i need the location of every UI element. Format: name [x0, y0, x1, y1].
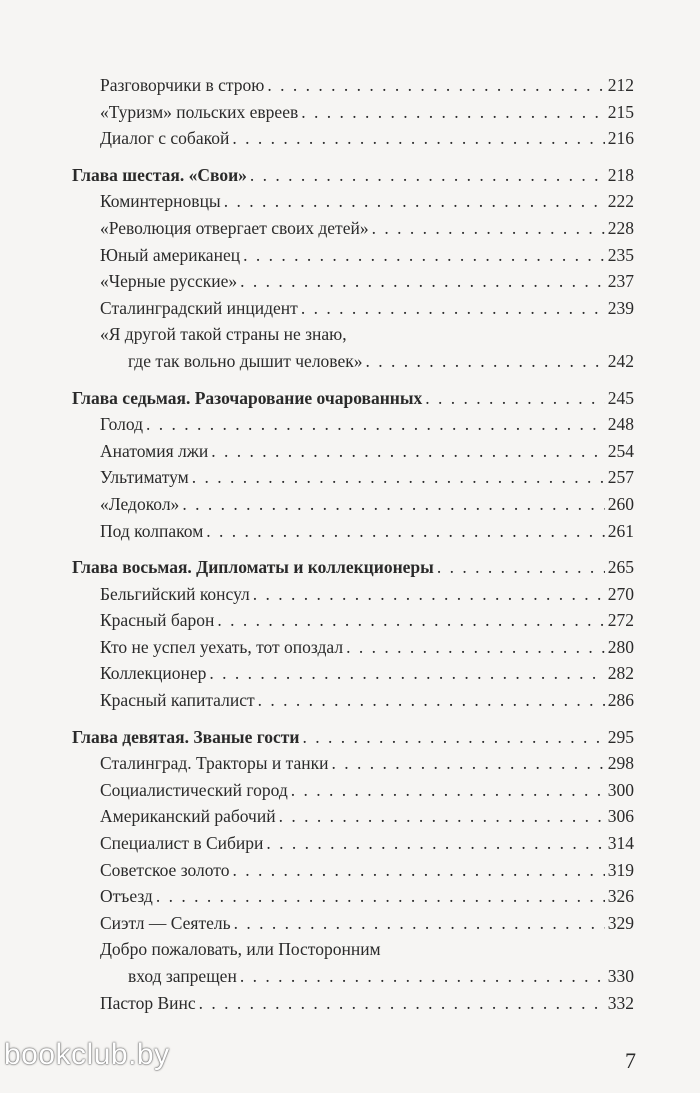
toc-entry-title: Кто не успел уехать, тот опоздал [100, 636, 344, 657]
toc-entry [72, 242, 634, 269]
toc-entry-page: 326 [607, 886, 634, 907]
toc-entry-page: 332 [607, 992, 634, 1013]
toc-entry [72, 777, 634, 804]
toc-entry [72, 464, 634, 491]
toc-entry-title: Советское золото [100, 859, 230, 880]
chapter-page: 245 [607, 387, 634, 408]
toc-entry-title: Анатомия лжи [100, 440, 209, 461]
toc-entry-title: «Туризм» польских евреев [100, 101, 299, 122]
leader-dots [425, 385, 604, 412]
toc-entry [72, 750, 634, 777]
leader-dots [266, 830, 604, 857]
toc-entry [72, 607, 634, 634]
toc-entry-page: 248 [607, 414, 634, 435]
toc-entry-page: 272 [607, 610, 634, 631]
toc-entry [72, 188, 634, 215]
leader-dots [211, 438, 605, 465]
toc-entry-page: 257 [607, 467, 634, 488]
toc-entry [72, 215, 634, 242]
leader-dots [279, 803, 605, 830]
toc-entry-title: «Революция отвергает своих детей» [100, 217, 369, 238]
leader-dots [301, 99, 605, 126]
toc-entry-page: 329 [607, 912, 634, 933]
toc-entry-page: 235 [607, 244, 634, 265]
toc-entry-page: 300 [607, 779, 634, 800]
chapter-page: 265 [607, 557, 634, 578]
toc-entry-page: 216 [607, 128, 634, 149]
toc-entry [72, 910, 634, 937]
leader-dots [240, 963, 605, 990]
toc-entry-title: Красный барон [100, 610, 215, 631]
leader-dots [365, 348, 604, 375]
toc-entry [72, 518, 634, 545]
chapter-title: Глава девятая. Званые гости [72, 726, 300, 747]
toc-entry-title-line2: где так вольно дышит человек» [128, 350, 363, 371]
toc-entry-title: Сталинградский инцидент [100, 297, 298, 318]
table-of-contents [72, 72, 634, 1016]
leader-dots [217, 607, 604, 634]
toc-entry [72, 295, 634, 322]
toc-entry-page: 212 [607, 75, 634, 95]
toc-entry-page: 280 [607, 636, 634, 657]
leader-dots [346, 634, 605, 661]
toc-entry-page: 237 [607, 271, 634, 292]
toc-entry-title: Диалог с собакой [100, 128, 230, 149]
toc-entry [72, 99, 634, 126]
toc-entry-title: Разговорчики в строю [100, 75, 265, 95]
leader-dots [234, 910, 605, 937]
toc-entry-title: Голод [100, 414, 143, 435]
toc-entry-page: 306 [607, 806, 634, 827]
toc-entry-title-line2: вход запрещен [128, 966, 237, 986]
toc-entry-title: Коллекционер [100, 663, 207, 684]
toc-entry-multiline [72, 936, 634, 989]
toc-entry [72, 438, 634, 465]
leader-dots [253, 581, 605, 608]
page-number: 7 [625, 1048, 636, 1073]
toc-entry [72, 660, 634, 687]
toc-entry [72, 803, 634, 830]
toc-entry-title: Американский рабочий [100, 806, 276, 827]
toc-entry-title-line1: «Я другой такой страны не знаю, [100, 324, 347, 345]
leader-dots [232, 125, 604, 152]
toc-entry-title: Под колпаком [100, 520, 204, 541]
toc-entry-page: 261 [607, 520, 634, 541]
toc-entry-title: «Ледокол» [100, 493, 180, 514]
toc-chapter [72, 385, 634, 412]
toc-entry-page: 228 [607, 217, 634, 238]
toc-chapter [72, 162, 634, 189]
leader-dots [243, 242, 605, 269]
toc-entry-title: «Черные русские» [100, 271, 238, 292]
leader-dots [437, 554, 605, 581]
toc-entry-title: Сиэтл — Сеятель [100, 912, 231, 933]
toc-entry [72, 411, 634, 438]
toc-entry-page: 239 [607, 297, 634, 318]
toc-entry-page: 254 [607, 440, 634, 461]
leader-dots [250, 162, 605, 189]
toc-entry-title: Коминтерновцы [100, 191, 221, 212]
toc-entry-title-line1: Добро пожаловать, или Посторонним [100, 939, 381, 960]
chapter-page: 295 [607, 726, 634, 747]
toc-chapter [72, 554, 634, 581]
leader-dots [301, 295, 605, 322]
chapter-title: Глава восьмая. Дипломаты и коллекционеры [72, 557, 434, 578]
toc-entry [72, 72, 634, 99]
toc-entry-page: 270 [607, 583, 634, 604]
toc-entry-multiline [72, 321, 634, 374]
leader-dots [332, 750, 605, 777]
leader-dots [372, 215, 605, 242]
toc-entry-title: Бельгийский консул [100, 583, 250, 604]
toc-entry-page: 286 [607, 690, 634, 711]
toc-entry [72, 883, 634, 910]
leader-dots [182, 491, 604, 518]
toc-entry [72, 125, 634, 152]
chapter-title: Глава седьмая. Разочарование очарованных [72, 387, 423, 408]
chapter-page: 218 [607, 164, 634, 185]
toc-entry [72, 268, 634, 295]
chapter-title: Глава шестая. «Свои» [72, 164, 247, 185]
leader-dots [258, 687, 605, 714]
toc-entry-page: 222 [607, 191, 634, 212]
toc-entry-page: 215 [607, 101, 634, 122]
leader-dots [240, 268, 605, 295]
leader-dots [209, 660, 604, 687]
toc-entry-title: Отъезд [100, 886, 153, 907]
toc-entry-page: 260 [607, 493, 634, 514]
toc-chapter [72, 724, 634, 751]
toc-entry-page: 282 [607, 663, 634, 684]
leader-dots [267, 72, 604, 99]
toc-entry [100, 963, 634, 990]
leader-dots [302, 724, 604, 751]
toc-entry-title: Пастор Винс [100, 992, 196, 1013]
toc-entry [72, 634, 634, 661]
toc-entry-page: 314 [607, 833, 634, 854]
toc-entry-page: 319 [607, 859, 634, 880]
toc-entry [72, 830, 634, 857]
toc-entry-title: Социалистический город [100, 779, 288, 800]
leader-dots [232, 857, 604, 884]
toc-entry [72, 581, 634, 608]
toc-entry [72, 687, 634, 714]
watermark: bookclub.by [4, 1038, 170, 1071]
leader-dots [199, 990, 605, 1017]
toc-entry [100, 348, 634, 375]
leader-dots [156, 883, 605, 910]
toc-entry [72, 857, 634, 884]
toc-entry-page: 242 [607, 350, 634, 371]
leader-dots [206, 518, 604, 545]
toc-entry-title: Сталинград. Тракторы и танки [100, 753, 329, 774]
leader-dots [146, 411, 605, 438]
toc-entry-title: Ультиматум [100, 467, 189, 488]
leader-dots [224, 188, 605, 215]
toc-entry-title: Красный капиталист [100, 690, 255, 711]
toc-entry-title: Специалист в Сибири [100, 833, 264, 854]
toc-entry-title: Юный американец [100, 244, 241, 265]
toc-entry [72, 990, 634, 1017]
leader-dots [291, 777, 605, 804]
toc-entry [72, 491, 634, 518]
toc-entry-page: 298 [607, 753, 634, 774]
toc-entry-page: 330 [607, 966, 634, 986]
leader-dots [192, 464, 605, 491]
